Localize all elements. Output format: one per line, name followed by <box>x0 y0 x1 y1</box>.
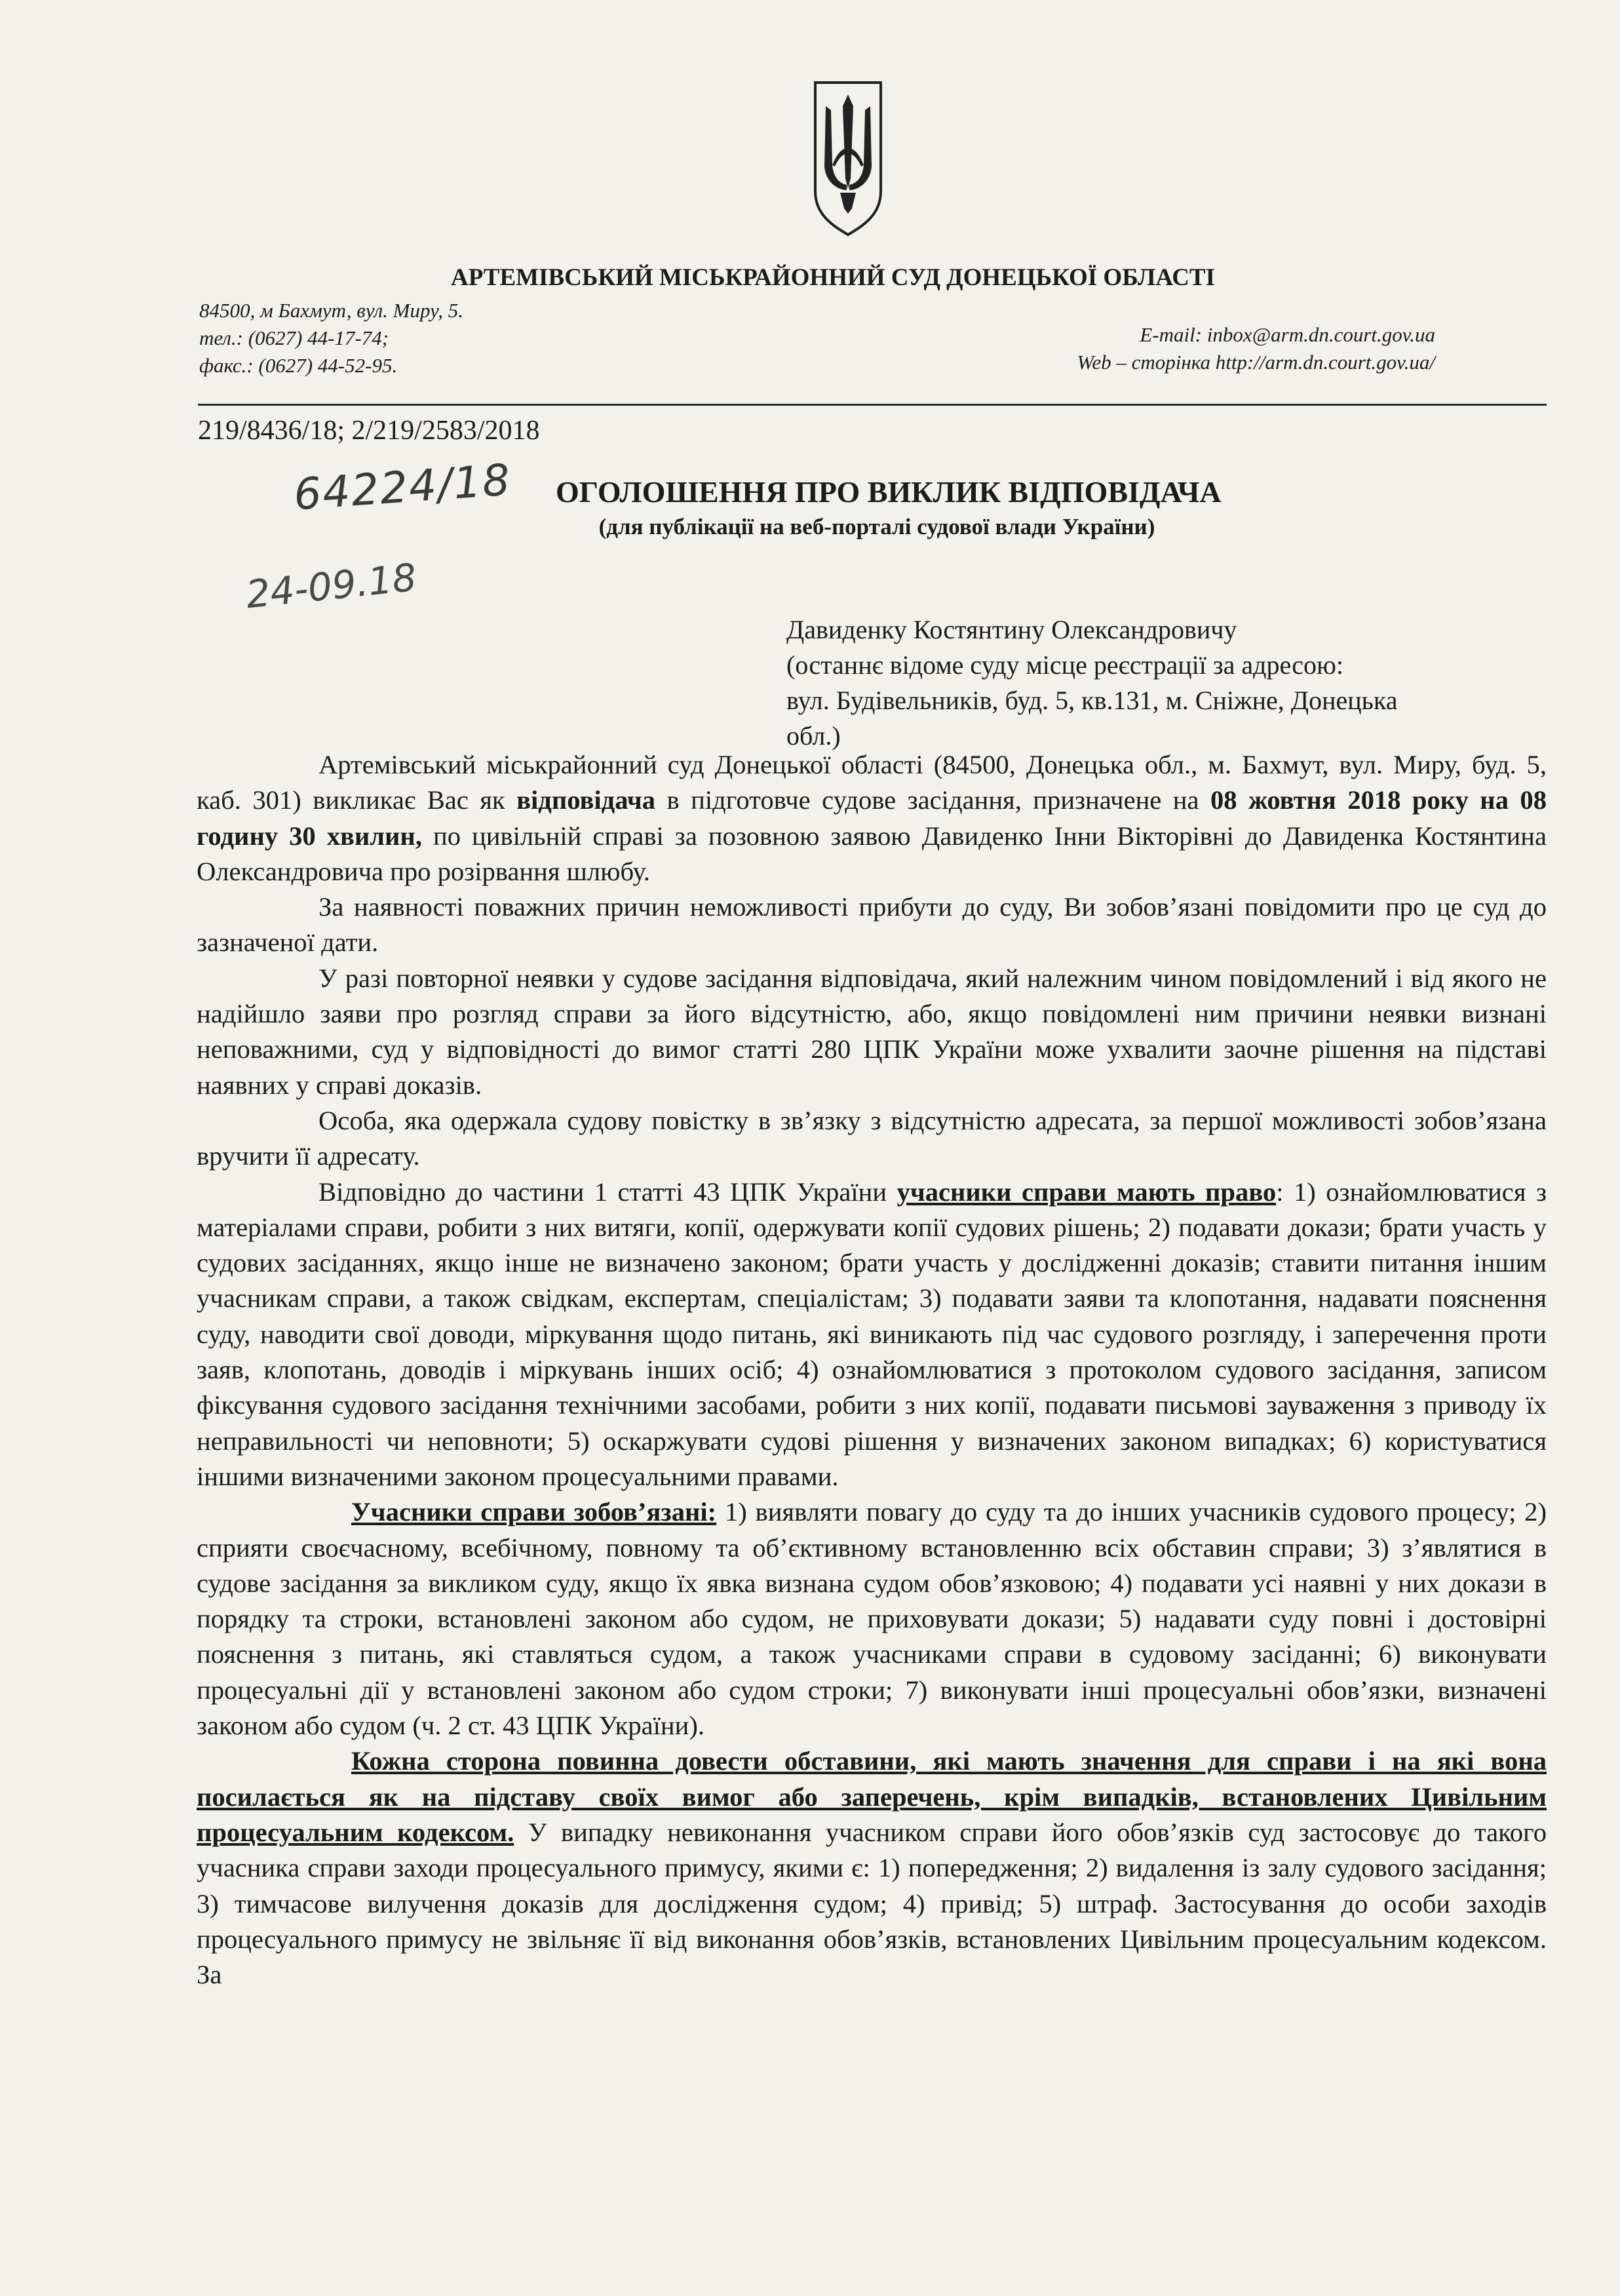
recipient-line: обл.) <box>786 721 841 750</box>
paragraph-summons: Артемівський міськрайонний суд Донецької області (84500, Донецька обл., м. Бахмут, вул. Миру, буд. 5, каб. 301) викликає Вас як відповідача в підготовче судове засідання, призначене на 08 жовтня 2018 року на 08 годину 30 хвилин, по цивільній справі за позовною заявою Давиденко Інни Вікторівні до Давиденка Костянтина Олександровича про розірвання шлюбу. <box>197 750 1547 886</box>
recipient-name: Давиденку Костянтину Олександровичу <box>786 615 1237 644</box>
header-divider <box>198 404 1547 406</box>
court-name: АРТЕМІВСЬКИЙ МІСЬКРАЙОННИЙ СУД ДОНЕЦЬКОЇ ОБЛАСТІ <box>451 264 1215 291</box>
role-defendant: відповідача <box>516 785 656 815</box>
handwritten-number: 64224/18 <box>292 454 513 520</box>
phone-line: тел.: (0627) 44-17-74; <box>199 326 389 349</box>
case-number: 219/8436/18; 2/219/2583/2018 <box>198 416 540 446</box>
recipient-line: (останнє відоме суду місце реєстрації за адресою: <box>786 650 1344 680</box>
paragraph-default-judgment: У разі повторної неявки у судове засідання відповідача, який належним чином повідомлений і від якого не надійшло заяви про розгляд справи за його відсутністю, або, якщо повідомлені ним причини неявки визнані неповажними, суд у відповідності до вимог статті 280 ЦПК України може ухвалити заочне рішення на підставі наявних у справі доказів. <box>197 963 1547 1100</box>
paragraph-duties: Учасники справи зобов’язані: 1) виявляти повагу до суду та до інших учасників судового процесу; 2) сприяти своєчасному, всебічному, повному та об’єктивному встановленню всіх обставин справи; 3) з’являтися в судове засідання за викликом суду, якщо їх явка визнана судом обов’язковою; 4) подавати усі наявні у них докази в порядку та строки, встановлені законом або судом, не приховувати докази; 5) надавати суду повні і достовірні пояснення з питань, які ставляться судом, а також учасниками справи в судовому засіданні; 6) виконувати процесуальні дії у встановлені законом або судом строки; 7) виконувати інші процесуальні обов’язки, визначені законом або судом (ч. 2 ст. 43 ЦПК України). <box>197 1497 1547 1741</box>
recipient-block <box>786 612 1527 754</box>
web-line: Web – сторінка http://arm.dn.court.gov.ua/ <box>1077 351 1435 374</box>
notice-body <box>197 747 1547 1993</box>
email-line: E-mail: inbox@arm.dn.court.gov.ua <box>1140 323 1435 346</box>
duties-heading: Учасники справи зобов’язані: <box>351 1497 717 1527</box>
document-title: ОГОЛОШЕННЯ ПРО ВИКЛИК ВІДПОВІДАЧА <box>556 475 1222 509</box>
paragraph-summons-delivery: Особа, яка одержала судову повістку в зв’язку з відсутністю адресата, за першої можливості зобов’язана вручити її адресату. <box>197 1105 1547 1171</box>
paragraph-notify: За наявності поважних причин неможливості прибути до суду, Ви зобов’язані повідомити про це суд до зазначеної дати. <box>197 892 1547 958</box>
burden-of-proof-statement: Кожна сторона повинна довести обставини, які мають значення для справи і на які вона посилається як на підставу своїх вимог або заперечень, крім випадків, встановлених Цивільним процесуальним кодексом. <box>197 1746 1547 1847</box>
handwritten-date: 24-09.18 <box>244 555 419 617</box>
recipient-line: вул. Будівельників, буд. 5, кв.131, м. Сніжне, Донецька <box>786 686 1398 715</box>
court-contacts-block <box>1077 321 1435 376</box>
coat-of-arms-emblem <box>811 80 885 237</box>
rights-heading: учасники справи мають право <box>897 1177 1277 1207</box>
fax-line: факс.: (0627) 44-52-95. <box>199 354 398 377</box>
paragraph-rights: Відповідно до частини 1 статті 43 ЦПК України учасники справи мають право: 1) ознайомлюватися з матеріалами справи, робити з них витяги, копії, одержувати копії судових рішень; 2) подавати докази; брати участь у судових засіданнях, якщо інше не визначено законом; брати участь у дослідженні доказів; ставити питання іншим учасникам справи, а також свідкам, експертам, спеціалістам; 3) подавати заяви та клопотання, надавати пояснення суду, наводити свої доводи, міркування щодо питань, які виникають під час судового розгляду, і заперечення проти заяв, клопотань, доводів і міркувань інших осіб; 4) ознайомлюватися з протоколом судового засідання, записом фіксування судового засідання технічними засобами, робити з них копії, подавати письмові зауваження з приводу їх неправильності чи неповноти; 5) оскаржувати судові рішення у визначених законом випадках; 6) користуватися іншими визначеними законом процесуальними правами. <box>197 1177 1547 1491</box>
address-line: 84500, м Бахмут, вул. Миру, 5. <box>199 299 464 322</box>
hearing-datetime: 08 жовтня 2018 року на 08 годину 30 хвилин, <box>197 785 1547 851</box>
court-address-block <box>199 297 463 379</box>
paragraph-burden-of-proof: Кожна сторона повинна довести обставини, які мають значення для справи і на які вона посилається як на підставу своїх вимог або заперечень, крім випадків, встановлених Цивільним процесуальним кодексом. У випадку невиконання учасником справи його обов’язків суд застосовує до такого учасника справи заходи процесуального примусу, якими є: 1) попередження; 2) видалення із залу судового засідання; 3) тимчасове вилучення доказів для дослідження судом; 4) привід; 5) штраф. Застосування до особи заходів процесуального примусу не звільняє її від виконання обов’язків, встановлених Цивільним процесуальним кодексом. За <box>197 1746 1547 1990</box>
document-subtitle: (для публікації на веб-порталі судової влади України) <box>598 514 1155 539</box>
